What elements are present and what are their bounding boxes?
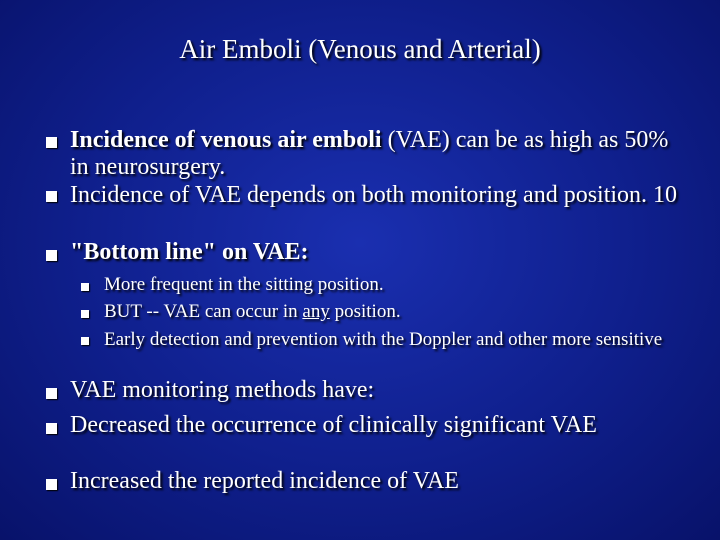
slide-title: Air Emboli (Venous and Arterial) (179, 34, 541, 64)
square-bullet-icon (46, 137, 57, 148)
bullet-bottom-line: "Bottom line" on VAE: (70, 239, 309, 265)
sub-bullet-text: position. (329, 301, 401, 322)
square-bullet-icon (81, 310, 89, 318)
square-bullet-icon (46, 191, 57, 202)
bullet-decreased-occurrence: Decreased the occurrence of clinically significant VAE (70, 412, 597, 438)
bullet-increased-incidence: Increased the reported incidence of VAE (70, 468, 459, 494)
square-bullet-icon (46, 250, 57, 261)
sub-bullet-sitting-position: More frequent in the sitting position. (104, 274, 384, 295)
bullet-venous-air-emboli (70, 127, 680, 181)
square-bullet-icon (46, 479, 57, 490)
bullet-vae-monitoring-methods: VAE monitoring methods have: (70, 377, 375, 403)
square-bullet-icon (81, 283, 89, 291)
sub-bullet-any-position (104, 302, 684, 322)
sub-bullet-text: BUT -- VAE can occur in (104, 301, 303, 322)
underlined-word: any (302, 301, 330, 322)
bullet-text: (VAE) can be as high as 50% in neurosurgery. (70, 127, 669, 180)
square-bullet-icon (46, 388, 57, 399)
sub-bullet-early-detection: Early detection and prevention with the Doppler and other more sensitive (104, 329, 663, 350)
bullet-bold-text: Incidence of venous air emboli (70, 127, 382, 153)
bullet-vae-monitoring-position: Incidence of VAE depends on both monitoring and position. 10 (70, 182, 678, 208)
square-bullet-icon (81, 337, 89, 345)
square-bullet-icon (46, 423, 57, 434)
